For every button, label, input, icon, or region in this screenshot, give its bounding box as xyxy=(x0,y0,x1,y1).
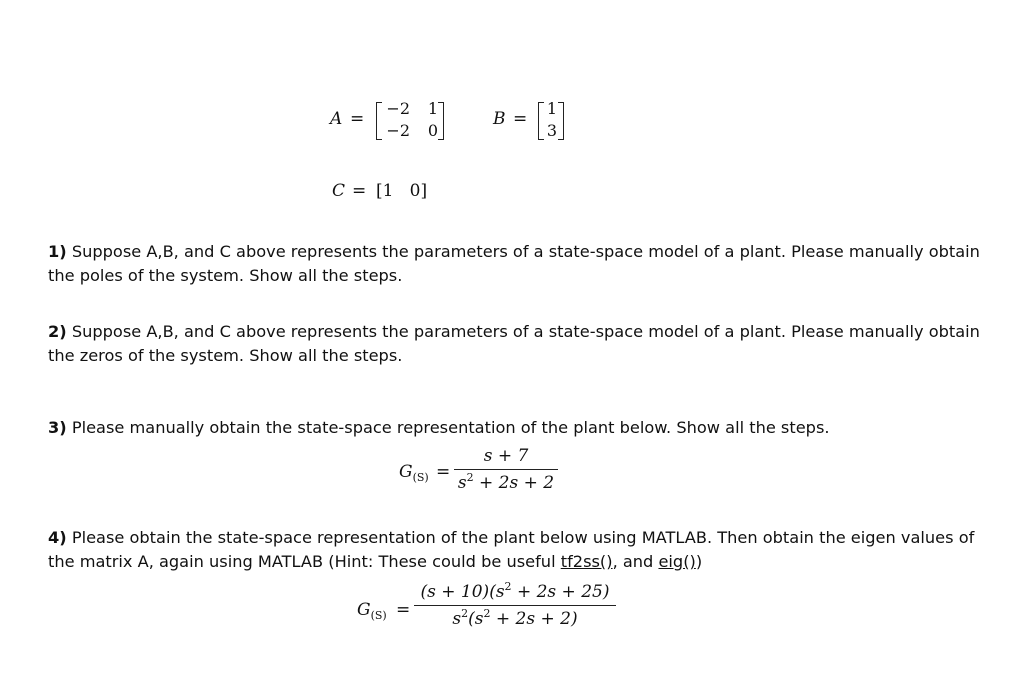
question-3-number: 3) xyxy=(48,418,67,437)
question-3-text: Please manually obtain the state-space representation of the plant below. Show all the steps. xyxy=(71,418,830,437)
eig-link[interactable]: eig() xyxy=(658,552,696,571)
question-2-number: 2) xyxy=(48,322,67,341)
matrix-c-equals: = xyxy=(352,181,367,201)
tf1-equals: = xyxy=(436,462,451,482)
matrix-a-cell-11: −2 xyxy=(386,99,410,118)
tf2-numerator: $(s + 10)(s^2 + 2s + 25)$ xyxy=(420,580,610,602)
tf1-denominator: $s^2 + 2s + 2$ xyxy=(457,471,555,493)
question-3 xyxy=(48,416,988,440)
question-2-text: Suppose A,B, and C above represents the parameters of a state-space model of a plant. Please manually obtain the zeros of the system. Show all the steps. xyxy=(48,322,980,365)
matrix-c-label: C xyxy=(332,181,346,201)
question-1-number: 1) xyxy=(48,242,67,261)
matrix-a-cell-22: 0 xyxy=(427,121,438,140)
tf2-lhs: $G_{(S)}$ xyxy=(357,600,387,622)
question-1 xyxy=(48,240,988,288)
matrix-a-cell-12: 1 xyxy=(427,99,438,118)
matrix-b-cell-2: 3 xyxy=(546,121,557,140)
matrix-a-cell-21: −2 xyxy=(386,121,410,140)
tf1-numerator: s + 7 xyxy=(483,446,529,466)
matrix-b-equals: = xyxy=(513,109,528,129)
tf2-fraction xyxy=(414,582,616,629)
question-4-number: 4) xyxy=(48,528,67,547)
question-4-text: Please obtain the state-space representation of the plant below using MATLAB. Then obtain the eigen values of the matrix A, again using MATLAB (Hint: These could be useful xyxy=(48,528,975,571)
tf2-denominator: $s^2(s^2 + 2s + 2)$ xyxy=(452,607,578,629)
matrix-a-left-bracket xyxy=(376,102,382,140)
matrix-b-label: B xyxy=(493,109,506,129)
question-2 xyxy=(48,320,988,368)
matrix-b-right-bracket xyxy=(558,102,564,140)
tf2-lhs-subscript: (S) xyxy=(370,609,387,622)
question-1-text: Suppose A,B, and C above represents the parameters of a state-space model of a plant. Please manually obtain the poles of the system. Show all the steps. xyxy=(48,242,980,285)
tf2-equals: = xyxy=(396,600,411,620)
tf1-lhs-subscript: (S) xyxy=(412,471,429,484)
matrix-c-values: [1 0] xyxy=(376,181,428,201)
matrix-a-equals: = xyxy=(350,109,365,129)
question-4: 4) Please obtain the state-space representation of the plant below using MATLAB. Then obtain the eigen values of the matrix A, again using MATLAB (Hint: These could be useful tf2ss(), and eig()) xyxy=(48,528,975,571)
matrix-b-cell-1: 1 xyxy=(546,99,557,118)
tf1-lhs: $G_{(S)}$ xyxy=(399,462,429,484)
matrix-a-label: A xyxy=(330,109,343,129)
matrix-a-right-bracket xyxy=(438,102,444,140)
tf1-fraction xyxy=(454,446,558,493)
tf2ss-link[interactable]: tf2ss() xyxy=(560,552,613,571)
